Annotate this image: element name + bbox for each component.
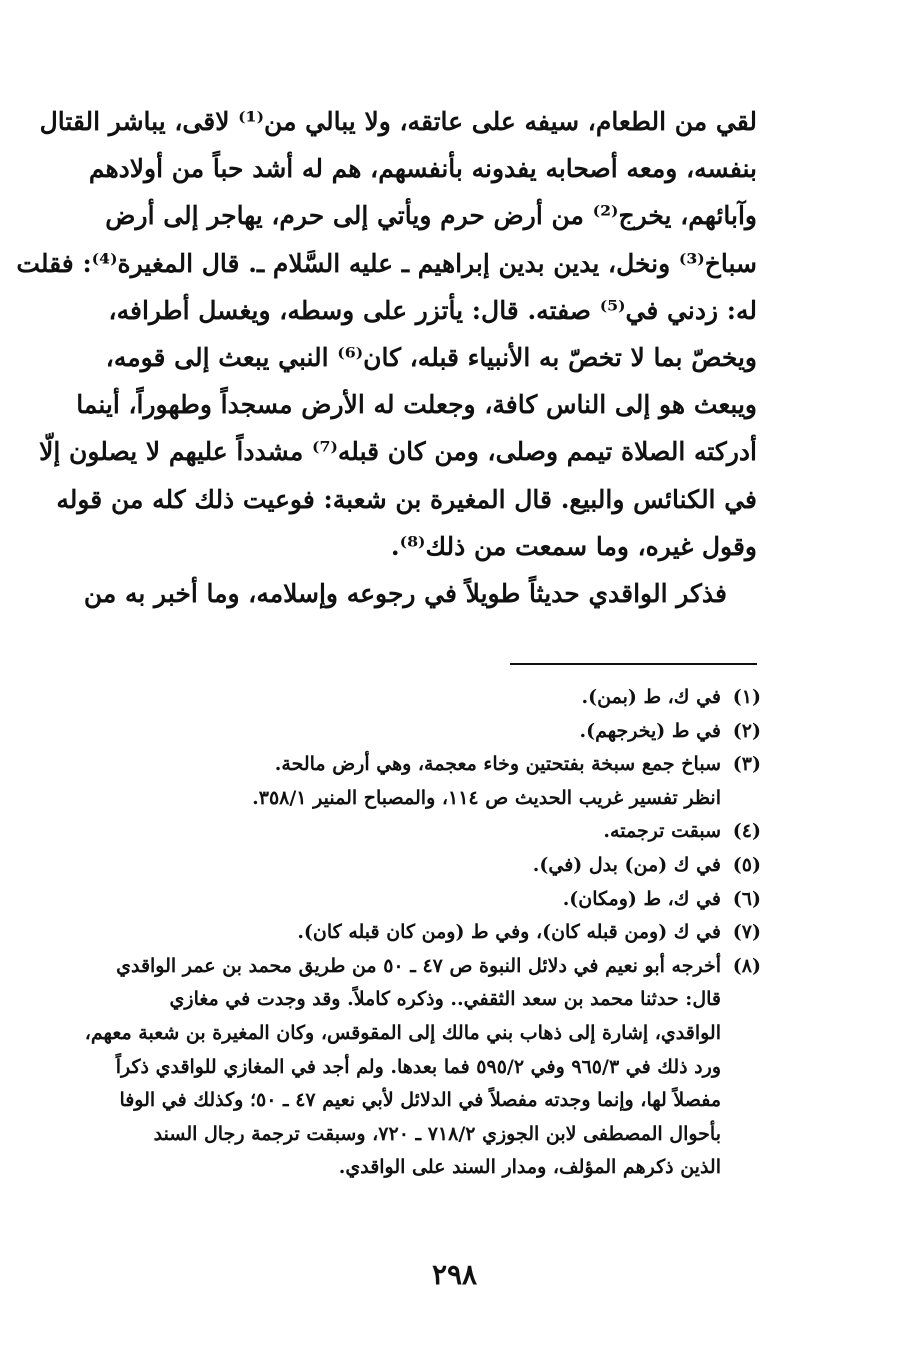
footnote-body bbox=[61, 815, 721, 849]
footnote-body bbox=[61, 681, 721, 715]
main-text-line: له: زدني في⁽⁵⁾ صفته. قال: يأتزر على وسطه، ويغسل أطرافه، bbox=[108, 295, 757, 325]
footnotes-block bbox=[61, 681, 761, 1185]
footnote-line: في ط (يخرجهم). bbox=[579, 719, 721, 742]
footnote-body bbox=[61, 748, 721, 815]
footnote-line: في ك، ط (بمن). bbox=[581, 686, 721, 708]
footnote bbox=[61, 849, 761, 883]
footnote-number: (٤) bbox=[732, 820, 761, 843]
main-text-line: ويبعث هو إلى الناس كافة، وجعلت له الأرض مسجداً وطهوراً، أينما bbox=[76, 390, 757, 420]
main-text-line: فذكر الواقدي حديثاً طويلاً في رجوعه وإسلامه، وما أخبر به من bbox=[83, 578, 727, 608]
main-text-line: بنفسه، ومعه أصحابه يفدونه بأنفسهم، هم له أشد حباً من أولادهم bbox=[88, 154, 757, 184]
footnote-line: الذين ذكرهم المؤلف، ومدار السند على الواقدي. bbox=[338, 1156, 721, 1179]
footnote bbox=[61, 883, 761, 917]
footnote-line: أخرجه أبو نعيم في دلائل النبوة ص ٤٧ ـ ٥٠ من طريق محمد بن عمر الواقدي bbox=[116, 954, 721, 977]
main-text-block bbox=[16, 98, 757, 617]
footnote-line: سبقت ترجمته. bbox=[603, 820, 721, 843]
footnote-body bbox=[61, 849, 721, 883]
footnote bbox=[61, 715, 761, 749]
footnote-body bbox=[61, 715, 721, 749]
footnote-line: مفصلاً لها، وإنما وجدته مفصلاً في الدلائل لأبي نعيم ٤٧ ـ ٥٠؛ وكذلك في الوفا bbox=[119, 1089, 721, 1112]
main-text-line: أدركته الصلاة تيمم وصلى، ومن كان قبله⁽⁷⁾ مشدداً عليهم لا يصلون إلّا bbox=[39, 437, 757, 467]
footnote-line: في ك، ط (ومكان). bbox=[562, 887, 721, 910]
footnote-body bbox=[61, 883, 721, 917]
main-text-line: وقول غيره، وما سمعت من ذلك⁽⁸⁾. bbox=[390, 531, 757, 561]
footnote-line: ورد ذلك في ٩٦٥/٣ وفي ٥٩٥/٢ فما بعدها. ولم أجد في المغازي للواقدي ذكراً bbox=[115, 1055, 721, 1078]
footnote-body bbox=[61, 916, 721, 950]
footnote-number: (٦) bbox=[732, 887, 761, 910]
footnote-number: (٨) bbox=[732, 954, 761, 977]
footnote-line: الواقدي، إشارة إلى ذهاب بني مالك إلى المقوقس، وكان المغيرة بن شعبة معهم، bbox=[84, 1021, 721, 1044]
footnote-line: قال: حدثنا محمد بن سعد الثقفي.. وذكره كاملاً. وقد وجدت في مغازي bbox=[169, 988, 721, 1011]
footnote-separator-rule bbox=[510, 663, 757, 665]
main-text-line: ويخصّ بما لا تخصّ به الأنبياء قبله، كان⁽⁶⁾ النبي يبعث إلى قومه، bbox=[105, 342, 757, 372]
main-text-line: وآبائهم، يخرج⁽²⁾ من أرض حرم ويأتي إلى حرم، يهاجر إلى أرض bbox=[105, 201, 757, 231]
footnote-line: في ك (ومن قبله كان)، وفي ط (ومن كان قبله كان). bbox=[297, 921, 721, 944]
footnote-number: (٥) bbox=[732, 853, 761, 876]
footnote bbox=[61, 916, 761, 950]
footnote-number: (٧) bbox=[732, 921, 761, 944]
main-text-line: لقي من الطعام، سيفه على عاتقه، ولا يبالي من⁽¹⁾ لاقى، يباشر القتال bbox=[39, 107, 757, 136]
main-text-line: في الكنائس والبيع. قال المغيرة بن شعبة: فوعيت ذلك كله من قوله bbox=[56, 484, 757, 514]
footnote bbox=[61, 748, 761, 815]
main-text-line: سباخ⁽³⁾ ونخل، يدين بدين إبراهيم ـ عليه السَّلام ـ. قال المغيرة⁽⁴⁾: فقلت bbox=[16, 248, 757, 278]
footnote bbox=[61, 950, 761, 1185]
page-number: ٢٩٨ bbox=[431, 1258, 478, 1291]
footnote-line: سباخ جمع سبخة بفتحتين وخاء معجمة، وهي أرض مالحة. bbox=[274, 753, 721, 776]
footnote-line: بأحوال المصطفى لابن الجوزي ٧١٨/٢ ـ ٧٢٠، وسبقت ترجمة رجال السند bbox=[153, 1122, 721, 1145]
footnote bbox=[61, 681, 761, 715]
footnote-line: انظر تفسير غريب الحديث ص ١١٤، والمصباح المنير ٣٥٨/١. bbox=[252, 786, 721, 809]
footnote-number: (٣) bbox=[732, 753, 761, 776]
footnote-line: في ك (من) بدل (في). bbox=[532, 853, 721, 876]
footnote-number: (١) bbox=[732, 686, 761, 708]
footnote-number: (٢) bbox=[732, 719, 761, 742]
footnote bbox=[61, 815, 761, 849]
footnote-body bbox=[61, 950, 721, 1185]
